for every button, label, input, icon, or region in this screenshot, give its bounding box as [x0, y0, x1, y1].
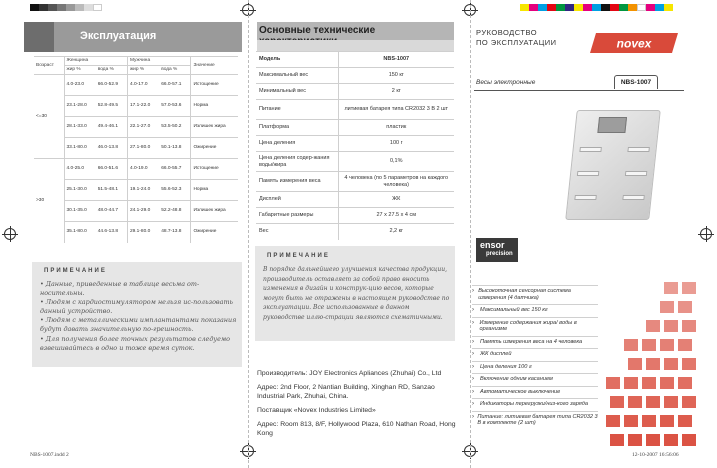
- table-cell: 4.0-19.0: [127, 159, 159, 180]
- table-cell: 33.1-80.0: [64, 138, 96, 159]
- feature-item: [472, 361, 598, 371]
- red-block: [678, 339, 692, 351]
- table-cell: 66.0-51.6: [96, 159, 128, 180]
- feature-text: Максимальный вес 150 кг: [480, 307, 548, 313]
- manufacturer: Производитель: JOY Electronics Apliances (Zhuhai) Co., Ltd: [257, 370, 442, 377]
- operation-title: Эксплуатация: [80, 30, 157, 42]
- red-block: [682, 358, 696, 370]
- spec-label: Вес: [256, 224, 338, 240]
- table-cell: 52.2-48.8: [159, 201, 191, 222]
- spec-row: [256, 224, 454, 240]
- chevron-right-icon: ›: [472, 388, 474, 395]
- chevron-right-icon: ›: [472, 401, 474, 407]
- feature-item: [472, 386, 598, 396]
- table-cell: 48.7-13.8: [159, 222, 191, 243]
- registration-mark: [700, 228, 712, 240]
- spec-value: 2,2 кг: [338, 224, 454, 240]
- note-title: ПРИМЕЧАНИЕ: [44, 268, 107, 274]
- red-block: [660, 301, 674, 313]
- table-cell: Ожирение: [191, 138, 238, 159]
- red-block: [660, 377, 674, 389]
- spec-value: 4 человека (по 5 параметров на каждого человека): [338, 172, 454, 192]
- table-cell: 44.6-13.8: [96, 222, 128, 243]
- table-cell: Излишек жира: [191, 201, 238, 222]
- note-line: • Людям с металлическими имплантантами показания будут давать значительную по-грешность.: [40, 316, 237, 334]
- table-row: [34, 117, 238, 138]
- red-block: [610, 434, 624, 446]
- table-cell: 22.1-27.0: [127, 117, 159, 138]
- table-row: [34, 75, 238, 96]
- spec-value: литиевая батарея типа CR2032 3 В 2 шт: [338, 100, 454, 120]
- spec-value: 100 г: [338, 136, 454, 152]
- chevron-right-icon: ›: [472, 413, 474, 420]
- spec-label: Габаритные размеры: [256, 208, 338, 224]
- feature-item: [472, 336, 598, 346]
- red-block: [628, 358, 642, 370]
- scale-electrode: [625, 171, 648, 176]
- spec-row: [256, 84, 454, 100]
- contacts-block: [257, 369, 457, 443]
- brand-text: novex: [616, 36, 652, 51]
- table-cell: 53.5-50.2: [159, 117, 191, 138]
- manual-title-line1: РУКОВОДСТВО: [476, 28, 538, 37]
- chevron-right-icon: ›: [472, 363, 474, 370]
- print-timestamp: 12-10-2007 16:56:06: [632, 452, 679, 458]
- feature-text: Индикаторы перегрузки/низ-кого заряда: [480, 401, 588, 407]
- red-block: [682, 434, 696, 446]
- age-group: <=30: [34, 75, 64, 159]
- scale-electrode: [574, 195, 597, 200]
- spec-value: 27 x 27.5 x 4 см: [338, 208, 454, 224]
- table-row: [34, 180, 238, 201]
- table-cell: 19.1-24.0: [127, 180, 159, 201]
- specs-table: [256, 51, 454, 240]
- spec-label: Питание: [256, 100, 338, 120]
- novex-logo: [590, 33, 678, 53]
- spec-row: [256, 120, 454, 136]
- red-block: [646, 434, 660, 446]
- scale-electrode: [622, 195, 645, 200]
- red-block: [624, 377, 638, 389]
- chevron-right-icon: ›: [472, 288, 474, 294]
- note-line: • Людям с кардиостимулятором нельзя ис-пользовать данный устройство.: [40, 298, 234, 316]
- spec-value: ЖК: [338, 192, 454, 208]
- table-cell: 27.1-80.0: [127, 138, 159, 159]
- table-cell: 29.1-80.0: [127, 222, 159, 243]
- feature-text: ЖК дисплей: [480, 351, 512, 357]
- table-cell: 17.1-22.0: [127, 96, 159, 117]
- table-cell: 28.1-33.0: [64, 117, 96, 138]
- table-cell: 51.5-48.1: [96, 180, 128, 201]
- col-value: Значение: [191, 57, 238, 75]
- spec-row: [256, 100, 454, 120]
- red-block: [664, 358, 678, 370]
- chevron-right-icon: ›: [472, 338, 474, 345]
- feature-text: Измерение содержания жира/ воды в организме: [479, 319, 577, 332]
- table-cell: 48.0-44.7: [96, 201, 128, 222]
- red-block: [682, 320, 696, 332]
- spec-label: Максимальный вес: [256, 68, 338, 84]
- red-block: [624, 415, 638, 427]
- table-cell: 4.0-17.0: [127, 75, 159, 96]
- feature-item: [472, 304, 598, 314]
- feature-item: [472, 411, 598, 427]
- red-block: [678, 377, 692, 389]
- table-cell: 35.1-80.0: [64, 222, 96, 243]
- red-block: [682, 282, 696, 294]
- spec-row: [256, 136, 454, 152]
- manual-title: [476, 28, 557, 48]
- col-men: Мужчина: [127, 57, 190, 66]
- registration-mark: [4, 228, 16, 240]
- spec-row: [256, 68, 454, 84]
- col-men-fat: жир %: [127, 66, 159, 75]
- spec-value: 2 кг: [338, 84, 454, 100]
- feature-item: [472, 398, 598, 408]
- table-cell: 23.1-28.0: [64, 96, 96, 117]
- model-label: NBS-1007: [614, 75, 658, 89]
- body-composition-table: [34, 56, 238, 243]
- red-block: [678, 415, 692, 427]
- specs-title: Основные технические: [259, 25, 376, 36]
- table-cell: 52.8-49.5: [96, 96, 128, 117]
- manufacturer-address: Адрес: 2nd Floor, 2 Nantian Building, Xinghan RD, Sanzao Industrial Park, Zhuhai, China.: [257, 384, 435, 400]
- spec-value: пластик: [338, 120, 454, 136]
- red-block: [664, 434, 678, 446]
- specs-header: [257, 22, 454, 40]
- ensor-text: ensor: [480, 240, 505, 250]
- red-block: [628, 396, 642, 408]
- print-swatch-greys: [30, 4, 102, 11]
- red-block: [610, 396, 624, 408]
- table-cell: Ожирение: [191, 222, 238, 243]
- spec-label: Память измерения веса: [256, 172, 338, 192]
- note-line: • Для получения более точных результатов следуемо взвешивайтесь в одно и тоже время суток.: [40, 334, 231, 352]
- red-block: [646, 320, 660, 332]
- feature-item: [472, 373, 598, 383]
- table-cell: 66.0-55.7: [159, 159, 191, 180]
- table-row: [34, 222, 238, 243]
- red-block: [628, 434, 642, 446]
- chevron-right-icon: ›: [472, 351, 474, 357]
- precision-text: precision: [486, 251, 513, 257]
- feature-item: [472, 348, 598, 358]
- table-cell: 4.0-25.0: [64, 159, 96, 180]
- scale-electrode: [577, 171, 600, 176]
- table-row: [34, 201, 238, 222]
- spec-label: Модель: [256, 52, 338, 68]
- operation-header: [24, 22, 242, 52]
- spec-row: [256, 152, 454, 172]
- note-box-2: [255, 246, 455, 341]
- table-row: [34, 138, 238, 159]
- fold-line: [248, 0, 249, 468]
- note-box-1: [32, 262, 242, 367]
- ensor-badge: [476, 238, 518, 262]
- red-block: [642, 415, 656, 427]
- spec-value: 150 кг: [338, 68, 454, 84]
- table-cell: Норма: [191, 96, 238, 117]
- table-cell: 24.1-29.0: [127, 201, 159, 222]
- spec-row: [256, 192, 454, 208]
- note-text: В порядке дальнейшего улучшения качества продукции, производитель оставляет за собой право вносить изменения в дизайн и конструк-цию весов, которые могут быть не отражены в настоящем руководстве по эксплуатации. Все использованные в данном руководстве иллю-страции являются схематичными.: [263, 266, 450, 321]
- red-block: [660, 415, 674, 427]
- spec-label: Минимальный вес: [256, 84, 338, 100]
- col-men-water: вода %: [159, 66, 191, 75]
- table-cell: 66.0-52.9: [96, 75, 128, 96]
- spec-row: [256, 208, 454, 224]
- supplier-address: Адрес: Room 813, 8/F, Hollywood Plaza, 610 Nathan Road, Hong Kong: [257, 421, 456, 437]
- red-block: [606, 377, 620, 389]
- feature-text: Память измерения веса на 4 человека: [480, 338, 583, 345]
- col-women-fat: жир %: [64, 66, 96, 75]
- table-cell: 50.1-13.8: [159, 138, 191, 159]
- fold-line: [470, 0, 471, 468]
- table-cell: 46.0-13.8: [96, 138, 128, 159]
- note-title: ПРИМЕЧАНИЕ: [267, 253, 330, 259]
- table-cell: Излишек жира: [191, 117, 238, 138]
- table-cell: 49.4-46.1: [96, 117, 128, 138]
- table-cell: 57.0-53.6: [159, 96, 191, 117]
- feature-item: [472, 317, 598, 333]
- red-block: [660, 339, 674, 351]
- red-block: [664, 320, 678, 332]
- table-cell: Истощение: [191, 75, 238, 96]
- red-block: [664, 282, 678, 294]
- table-cell: 30.1-35.0: [64, 201, 96, 222]
- spec-label: Платформа: [256, 120, 338, 136]
- col-age: Возраст: [34, 57, 64, 75]
- col-women: Женщина: [64, 57, 127, 66]
- scale-display: [597, 117, 627, 133]
- table-cell: Истощение: [191, 159, 238, 180]
- table-cell: 25.1-30.0: [64, 180, 96, 201]
- feature-text: Автоматическое выключение: [480, 388, 561, 395]
- table-row: [34, 159, 238, 180]
- feature-text: Питание: литиевая батарея типа CR2032 3 В в комплекте (2 шт): [477, 413, 598, 426]
- feature-item: [472, 285, 598, 301]
- red-block: [678, 301, 692, 313]
- red-block: [682, 396, 696, 408]
- spec-label: Цена деления содер-жания воды/жира: [256, 152, 338, 172]
- feature-text: Включение одним касанием: [480, 376, 553, 382]
- red-block: [624, 339, 638, 351]
- note-line: • Данные, приведенные в таблице весьма от-носительны.: [40, 280, 200, 298]
- red-block: [642, 377, 656, 389]
- spec-row: [256, 52, 454, 68]
- spec-label: Цена деления: [256, 136, 338, 152]
- feature-text: Цена деления 100 г: [480, 363, 532, 370]
- spec-label: Дисплей: [256, 192, 338, 208]
- table-row: [34, 96, 238, 117]
- col-women-water: вода %: [96, 66, 128, 75]
- spec-value: NBS-1007: [338, 52, 454, 68]
- product-label: Весы электронные: [476, 79, 536, 86]
- feature-text: Высокоточная сенсорная система измерения (4 датчика): [478, 288, 571, 301]
- red-block: [646, 396, 660, 408]
- product-bar: [474, 75, 684, 91]
- scale-electrode: [627, 147, 650, 152]
- red-block: [606, 415, 620, 427]
- manual-title-line2: ПО ЭКСПЛУАТАЦИИ: [476, 38, 557, 47]
- table-cell: Норма: [191, 180, 238, 201]
- chevron-right-icon: ›: [472, 319, 474, 326]
- red-block: [664, 396, 678, 408]
- print-swatch-colors: [520, 4, 673, 11]
- table-cell: 4.0-23.0: [64, 75, 96, 96]
- chevron-right-icon: ›: [472, 307, 474, 313]
- red-block: [646, 358, 660, 370]
- file-name: NBS-1007.indd 2: [30, 452, 69, 458]
- spec-row: [256, 172, 454, 192]
- table-cell: 66.0-57.1: [159, 75, 191, 96]
- spec-value: 0,1%: [338, 152, 454, 172]
- scale-illustration: [565, 110, 661, 220]
- supplier: Поставщик «Novex Industries Limited»: [257, 407, 376, 414]
- chevron-right-icon: ›: [472, 376, 474, 382]
- age-group: >30: [34, 159, 64, 243]
- feature-list: [472, 285, 598, 430]
- red-block: [642, 339, 656, 351]
- scale-electrode: [579, 147, 602, 152]
- table-cell: 55.6-52.3: [159, 180, 191, 201]
